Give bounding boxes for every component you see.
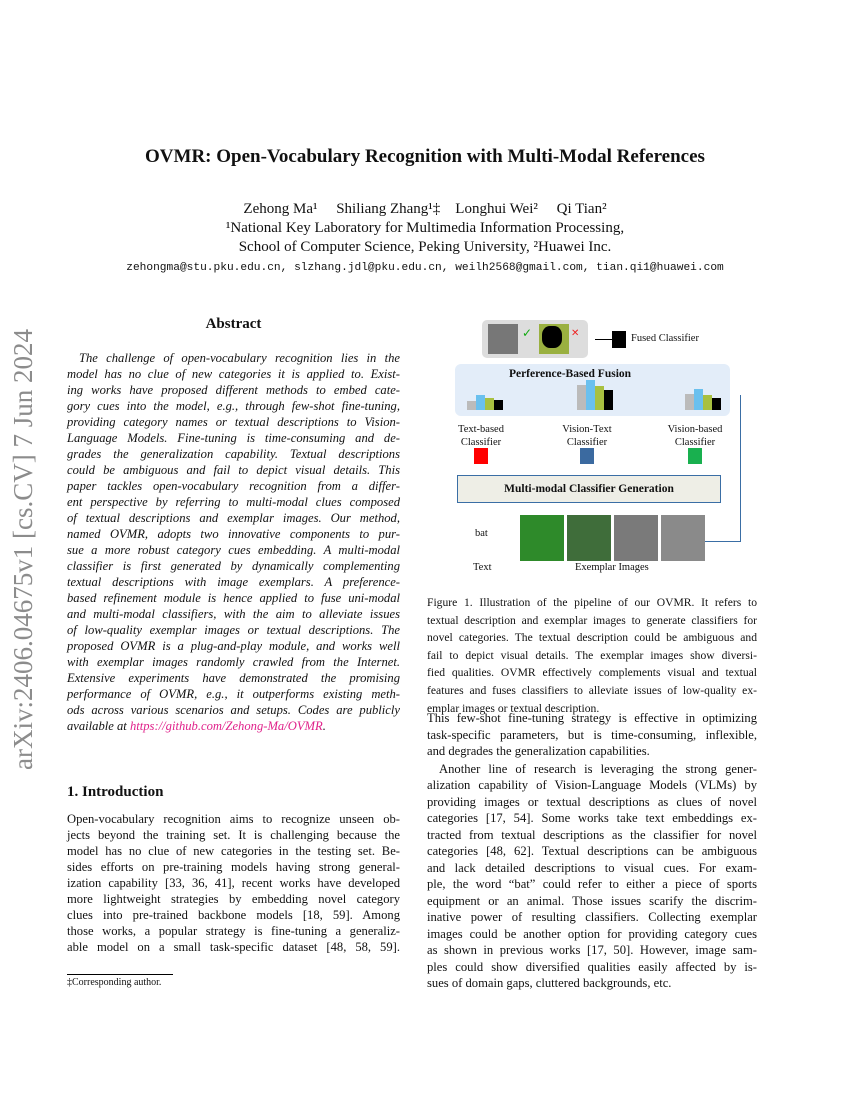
- author-emails: zehongma@stu.pku.edu.cn, slzhang.jdl@pku.edu.cn, weilh2568@gmail.com, tian.qi1@huawei.com: [126, 262, 724, 274]
- text-line: clues into pre-trained backbone models [18, 59]. Among: [67, 908, 400, 922]
- check-icon: ✓: [522, 326, 533, 340]
- text-line: images could be another option for providing category cues: [427, 926, 757, 941]
- fusion-panel: [455, 364, 730, 416]
- text-input-word: bat: [475, 528, 488, 539]
- feedback-line: [705, 541, 741, 542]
- text-line: ple, the word “bat” could refer to either a piece of sports: [427, 877, 757, 891]
- text-line: and degrades the generalization capabilities.: [427, 744, 650, 758]
- text-line: classifier is first generated by dynamically complementing: [67, 559, 400, 573]
- text-line: could be ambiguous and fail to depict visual details. This: [67, 463, 400, 477]
- text-line: paper tackles open-vocabulary recognition from a differ-: [67, 479, 400, 493]
- abstract-text: [67, 350, 400, 734]
- text-line: inative power of resulting classifiers. Collecting exemplar: [427, 910, 757, 924]
- text-line: named OVMR, adopts two innovative components to pur-: [67, 527, 400, 541]
- text-line: emplar images or textual description.: [427, 701, 600, 715]
- fusion-label: Perference-Based Fusion: [508, 368, 632, 380]
- text-line: able model on a small task-specific dataset [48, 58, 59].: [67, 940, 400, 954]
- footnote-rule: [67, 974, 173, 975]
- exemplar-images-label: Exemplar Images: [575, 562, 649, 573]
- vision-text-classifier-square: [580, 448, 594, 464]
- text: available at: [67, 719, 130, 733]
- text-classifier-label: Text-based Classifier: [458, 424, 504, 448]
- exemplar-image-3: [614, 515, 658, 561]
- text-line: Language Models. Fine-tuning is time-consuming and de-: [67, 431, 400, 445]
- figure-caption: [427, 594, 757, 717]
- text-line: jects beyond the training set. It is challenging because the: [67, 828, 400, 842]
- text-line: model has no clue of new categories it is applied to. Exist-: [67, 367, 400, 381]
- text-line: sides efforts on pre-training models having strong general-: [67, 860, 400, 874]
- text-line: gory cues into the model, e.g., through few-shot fine-tuning,: [67, 399, 400, 413]
- text-line: novel categories. The textual description could be ambiguous and: [427, 631, 757, 645]
- vision-classifier-label: Vision-based Classifier: [667, 424, 723, 448]
- text-line: Extensive experiments have demonstrated the promising: [67, 671, 400, 685]
- text-line: Another line of research is leveraging the strong gener-: [439, 761, 757, 776]
- text-line: alization capability of Vision-Language Models (VLMs) by: [427, 778, 757, 792]
- vision-text-weights-bars: [577, 380, 617, 410]
- authors: Zehong Ma¹ Shiliang Zhang¹‡ Longhui Wei² Qi Tian²: [243, 201, 607, 217]
- text-line: based refinement module is hence applied to fuse uni-modal: [67, 591, 400, 605]
- text-line: task-specific parameters, but is time-consuming, inflexible,: [427, 727, 757, 742]
- figure-1-pipeline: [425, 315, 755, 585]
- feedback-line-vertical: [740, 395, 741, 542]
- exemplar-image-4: [661, 515, 705, 561]
- text-line: sues of domain gaps, cluttered backgrounds, etc.: [427, 976, 672, 990]
- introduction-text: [67, 811, 400, 955]
- vision-text-classifier-label: Vision-Text Classifier: [562, 424, 612, 448]
- text-line: and lack detailed descriptions to visual cues. For exam-: [427, 860, 757, 875]
- text-line: and multi-modal classifiers, with the aim to alleviate issues: [67, 607, 400, 621]
- fused-classifier-label: Fused Classifier: [631, 333, 699, 344]
- text-line: providing images or textual descriptions as clues of novel: [427, 794, 757, 809]
- text-line: ing works have proposed different methods to embed cate-: [67, 383, 400, 397]
- text-line: ent perspective by referring to multi-modal clues composed: [67, 495, 400, 509]
- correct-image: [488, 324, 518, 354]
- text-line: available at https://github.com/Zehong-Ma/OVMR.: [67, 719, 326, 733]
- text-line: grades the generalization capability. Textual descriptions: [67, 447, 400, 461]
- text-line: Open-vocabulary recognition aims to recognize unseen ob-: [67, 812, 400, 826]
- introduction-heading: 1. Introduction: [67, 784, 164, 800]
- github-link[interactable]: https://github.com/Zehong-Ma/OVMR: [129, 719, 323, 733]
- right-column-text: [427, 710, 757, 992]
- text-line: Figure 1. Illustration of the pipeline of our OVMR. It refers to: [427, 596, 757, 609]
- affiliation-2: School of Computer Science, Peking University, ²Huawei Inc.: [238, 239, 612, 255]
- paper-title: OVMR: Open-Vocabulary Recognition with Multi-Modal References: [145, 146, 705, 167]
- text-line: textual descriptions with image exemplars. A preference-: [67, 575, 400, 589]
- fused-classifier-square: [612, 331, 626, 348]
- text-line: ization capability [33, 36, 41], recent works have developed: [67, 876, 400, 890]
- text-line: The challenge of open-vocabulary recognition lies in the: [79, 351, 400, 365]
- abstract-heading: Abstract: [205, 316, 262, 332]
- text-line: of textual descriptions and exemplar images. Our method,: [67, 511, 400, 525]
- result-images-panel: [482, 320, 588, 358]
- generation-module: Multi-modal Classifier Generation: [457, 475, 721, 503]
- vision-weights-bars: [685, 384, 725, 410]
- text-input-label: Text: [473, 562, 492, 573]
- text-line: categories [17, 54]. Some works take text embeddings ex-: [427, 811, 757, 825]
- cross-icon: ✕: [571, 328, 580, 339]
- text-line: model has no clue of new categories in the testing set. Be-: [67, 844, 400, 858]
- text-line: more lightweight strategies by embedding novel category: [67, 892, 400, 906]
- footnote: ‡Corresponding author.: [67, 977, 162, 988]
- exemplar-image-1: [520, 515, 564, 561]
- text-weights-bars: [467, 384, 507, 410]
- arxiv-identifier: arXiv:2406.04675v1 [cs.CV] 7 Jun 2024: [8, 329, 38, 770]
- text-line: with exemplar images randomly crawled from the Internet.: [67, 655, 400, 669]
- text-line: as shown in previous works [17, 50]. However, image sam-: [427, 943, 757, 957]
- text-classifier-square: [474, 448, 488, 464]
- text-line: those works, a popular strategy is fine-tuning a generaliz-: [67, 924, 400, 938]
- text-line: ods across various scenarios and setups. Codes are publicly: [67, 703, 400, 717]
- vision-classifier-square: [688, 448, 702, 464]
- affiliation-1: ¹National Key Laboratory for Multimedia Information Processing,: [225, 220, 625, 236]
- text-line: textual description and exemplar images to generate classifiers for: [427, 613, 757, 627]
- wrong-image: [539, 324, 569, 354]
- author-block: [0, 200, 850, 257]
- text-line: tracted from textual descriptions as the classifier for novel: [427, 827, 757, 842]
- text-line: This few-shot fine-tuning strategy is effective in optimizing: [427, 711, 757, 725]
- text-line: performance of OVMR, e.g., it outperforms existing meth-: [67, 687, 400, 701]
- text-line: categories [48, 62]. Textual descriptions can be ambiguous: [427, 844, 757, 858]
- text-line: features and fuses classifiers to alleviate issues of low-quality ex-: [427, 683, 757, 697]
- text-line: ples could show diversified qualities easily affected by is-: [427, 959, 757, 974]
- text-line: fied qualities. OVMR effectively complements visual and textual: [427, 666, 757, 680]
- text-line: providing category names or textual descriptions to Vision-: [67, 415, 400, 429]
- text-line: of low-quality exemplar images or textual descriptions. The: [67, 623, 400, 637]
- text-line: sue a more robust category cues embedding. A multi-modal: [67, 543, 400, 557]
- text-line: proposed OVMR is a plug-and-play module, and works well: [67, 639, 400, 653]
- exemplar-image-2: [567, 515, 611, 561]
- text-line: fail to depict visual details. The exemplar images show diversi-: [427, 648, 757, 662]
- text-line: equipment or an animal. Those issues scarify the discrim-: [427, 893, 757, 908]
